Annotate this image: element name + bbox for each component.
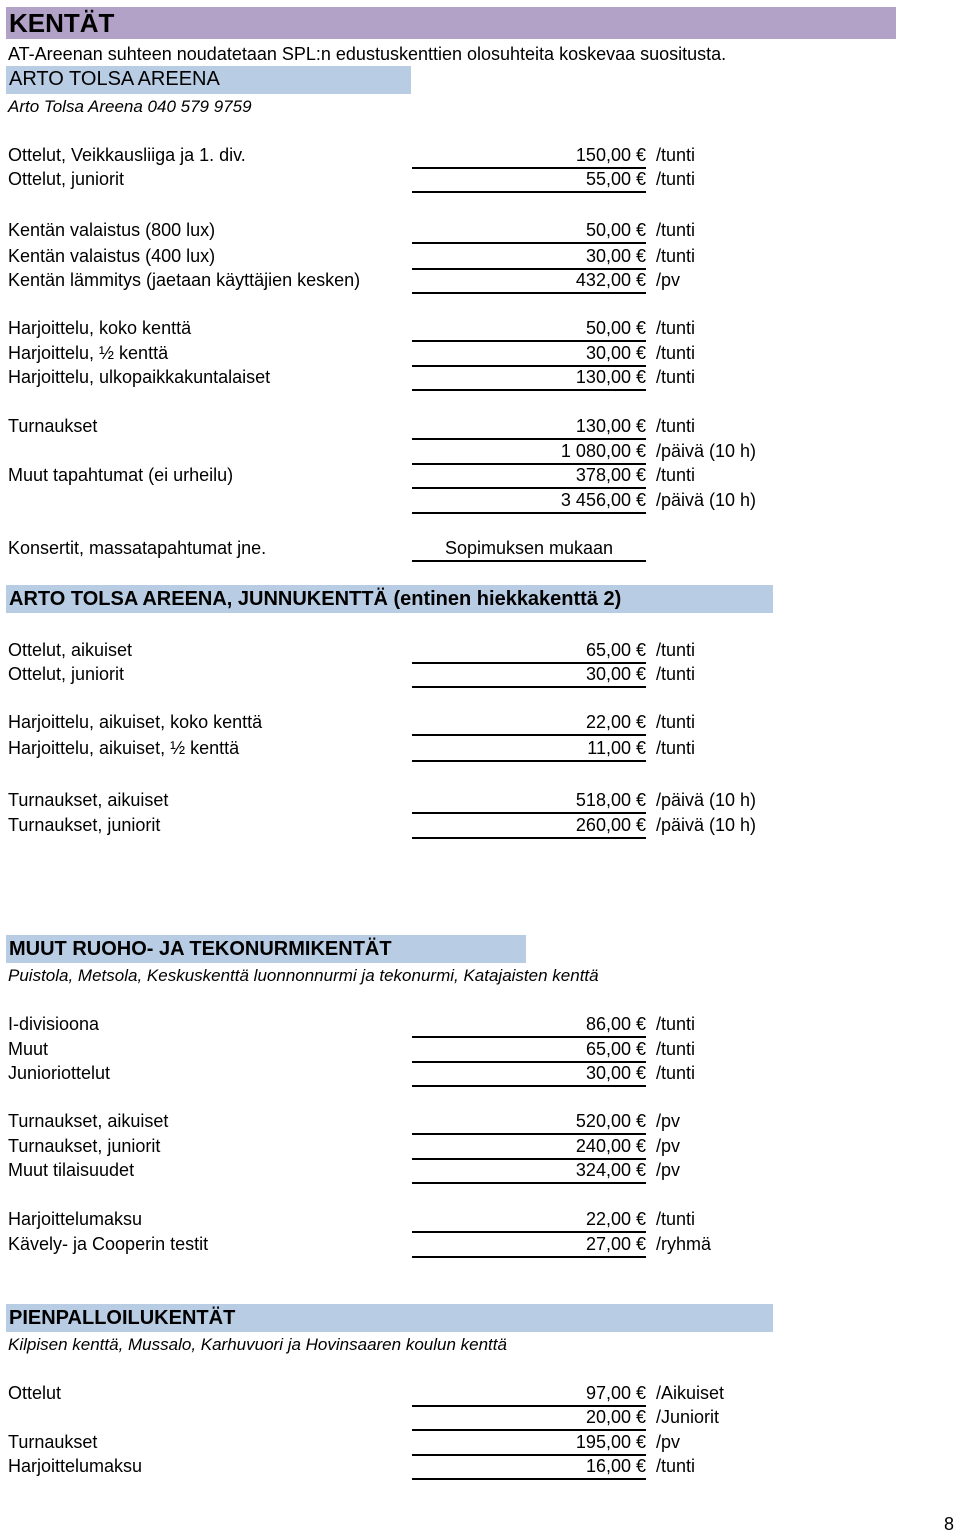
section-header-kentat	[6, 7, 896, 39]
price-row-label: Turnaukset, aikuiset	[8, 790, 169, 810]
price-row-label: Kävely- ja Cooperin testit	[8, 1234, 209, 1254]
price-row-amount: 240,00 €	[575, 1136, 646, 1156]
price-row-label: Junioriottelut	[8, 1063, 111, 1083]
section-subtitle: Kilpisen kenttä, Mussalo, Karhuvuori ja Hovinsaaren koulun kenttä	[8, 1335, 507, 1354]
price-row-unit: /tunti	[656, 1456, 696, 1476]
price-row-label: Harjoittelu, ½ kenttä	[8, 343, 169, 363]
price-row-amount: 432,00 €	[575, 270, 646, 290]
price-row-unit: /tunti	[656, 712, 696, 732]
price-row-label: Turnaukset, juniorit	[8, 1136, 161, 1156]
price-row-unit: /tunti	[656, 1014, 696, 1034]
price-row-unit: /pv	[656, 1160, 681, 1180]
price-row-label: Ottelut, Veikkausliiga ja 1. div.	[8, 145, 246, 165]
section-title: PIENPALLOILUKENTÄT	[9, 1307, 236, 1329]
price-row-unit: /tunti	[656, 664, 696, 684]
price-row-unit: /tunti	[656, 640, 696, 660]
price-row-amount: 30,00 €	[585, 1063, 646, 1083]
price-row-unit: /tunti	[656, 738, 696, 758]
price-row-label: Harjoittelu, aikuiset, ½ kenttä	[8, 738, 240, 758]
price-row-amount: 30,00 €	[585, 664, 646, 684]
price-row-amount: 22,00 €	[585, 712, 646, 732]
price-row-unit: /tunti	[656, 318, 696, 338]
price-row-amount: 130,00 €	[575, 367, 646, 387]
price-row-amount: 30,00 €	[585, 343, 646, 363]
price-row-amount: 195,00 €	[575, 1432, 646, 1452]
price-row-unit: /tunti	[656, 145, 696, 165]
price-row-label: Harjoittelumaksu	[8, 1209, 143, 1229]
price-row-label: Muut tapahtumat (ei urheilu)	[8, 465, 234, 485]
section-header-muut	[6, 935, 526, 963]
section-title: ARTO TOLSA AREENA, JUNNUKENTTÄ (entinen hiekkakenttä 2)	[9, 588, 622, 610]
price-row-amount: 86,00 €	[585, 1014, 646, 1034]
price-row-unit: /pv	[656, 1432, 681, 1452]
price-row-unit: /tunti	[656, 169, 696, 189]
price-row-unit: /tunti	[656, 465, 696, 485]
price-row-amount: 50,00 €	[585, 220, 646, 240]
price-row-label: Turnaukset, aikuiset	[8, 1111, 169, 1131]
price-row-label: Muut tilaisuudet	[8, 1160, 135, 1180]
price-row-amount: 30,00 €	[585, 246, 646, 266]
price-row-amount: 1 080,00 €	[560, 441, 646, 461]
price-row-label: Turnaukset, juniorit	[8, 815, 161, 835]
price-row-amount: 150,00 €	[575, 145, 646, 165]
price-row-amount: 520,00 €	[575, 1111, 646, 1131]
price-row-amount: 16,00 €	[585, 1456, 646, 1476]
price-row-unit: /päivä (10 h)	[656, 441, 757, 461]
price-row-unit: /Aikuiset	[656, 1383, 725, 1403]
price-row-unit: /päivä (10 h)	[656, 490, 757, 510]
price-row-unit: /tunti	[656, 416, 696, 436]
price-row-unit: /Juniorit	[656, 1407, 720, 1427]
price-row-unit: /tunti	[656, 220, 696, 240]
price-row-amount: 260,00 €	[575, 815, 646, 835]
price-row-label: I-divisioona	[8, 1014, 100, 1034]
price-row-label: Turnaukset	[8, 416, 98, 436]
section-title: KENTÄT	[9, 8, 115, 38]
price-row-label: Ottelut	[8, 1383, 62, 1403]
price-row-amount: 11,00 €	[587, 738, 646, 758]
price-row-amount: 20,00 €	[585, 1407, 646, 1427]
price-row-label: Kentän lämmitys (jaetaan käyttäjien kesken)	[8, 270, 361, 290]
price-row-unit: /tunti	[656, 1063, 696, 1083]
price-row-label: Ottelut, aikuiset	[8, 640, 133, 660]
price-row-label: Harjoittelu, ulkopaikkakuntalaiset	[8, 367, 271, 387]
price-row-unit: /ryhmä	[656, 1234, 712, 1254]
price-row-label: Ottelut, juniorit	[8, 169, 125, 189]
intro-text: AT-Areenan suhteen noudatetaan SPL:n edustuskenttien olosuhteita koskevaa suositusta.	[8, 44, 727, 64]
price-row-unit: /tunti	[656, 1209, 696, 1229]
price-row-label: Ottelut, juniorit	[8, 664, 125, 684]
price-row-amount: 65,00 €	[585, 640, 646, 660]
price-row-unit: /pv	[656, 1136, 681, 1156]
price-row-label: Harjoittelumaksu	[8, 1456, 143, 1476]
price-row-amount: 65,00 €	[585, 1039, 646, 1059]
price-row-amount: 97,00 €	[585, 1383, 646, 1403]
section-subtitle: Puistola, Metsola, Keskuskenttä luonnonnurmi ja tekonurmi, Katajaisten kenttä	[8, 966, 599, 985]
price-row-label: Kentän valaistus (400 lux)	[8, 246, 216, 266]
price-row-unit: /tunti	[656, 367, 696, 387]
price-row-amount: 27,00 €	[585, 1234, 646, 1254]
price-row-unit: /pv	[656, 1111, 681, 1131]
price-row-label: Muut	[8, 1039, 49, 1059]
section-subtitle: Arto Tolsa Areena 040 579 9759	[8, 97, 252, 116]
price-row-label: Harjoittelu, koko kenttä	[8, 318, 192, 338]
price-row-unit: /päivä (10 h)	[656, 790, 757, 810]
price-row-amount: 55,00 €	[585, 169, 646, 189]
price-row-unit: /tunti	[656, 246, 696, 266]
section-title: MUUT RUOHO- JA TEKONURMIKENTÄT	[9, 938, 392, 960]
price-row-amount: 130,00 €	[575, 416, 646, 436]
page-number: 8	[943, 1514, 954, 1534]
price-row-amount: 50,00 €	[585, 318, 646, 338]
price-row-label: Konsertit, massatapahtumat jne.	[8, 538, 267, 558]
section-header-arto	[6, 66, 411, 94]
price-row-label: Turnaukset	[8, 1432, 98, 1452]
price-row-label: Kentän valaistus (800 lux)	[8, 220, 216, 240]
price-row-amount: 3 456,00 €	[560, 490, 646, 510]
section-header-pien	[6, 1304, 773, 1332]
section-header-junnu	[6, 585, 773, 613]
price-row-amount: 22,00 €	[585, 1209, 646, 1229]
price-row-amount: 518,00 €	[575, 790, 646, 810]
price-row-unit: /päivä (10 h)	[656, 815, 757, 835]
price-row-value: Sopimuksen mukaan	[444, 538, 614, 558]
price-row-label: Harjoittelu, aikuiset, koko kenttä	[8, 712, 263, 732]
price-row-unit: /tunti	[656, 343, 696, 363]
price-row-unit: /tunti	[656, 1039, 696, 1059]
price-row-unit: /pv	[656, 270, 681, 290]
section-title: ARTO TOLSA AREENA	[9, 68, 220, 90]
price-row-amount: 378,00 €	[575, 465, 646, 485]
price-row-amount: 324,00 €	[575, 1160, 646, 1180]
